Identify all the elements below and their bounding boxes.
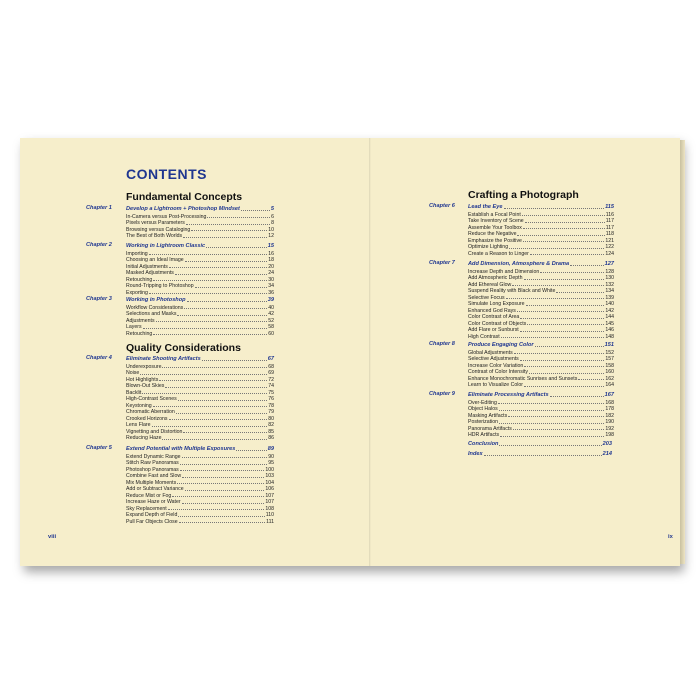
toc-entry-text: Exporting — [126, 289, 148, 296]
toc-entry-page: 160 — [605, 369, 614, 375]
chapter-title-page: 15 — [267, 243, 274, 249]
chapter-body — [468, 341, 614, 388]
toc-entry-page: 82 — [268, 422, 274, 428]
toc-entry-page: 75 — [268, 389, 274, 396]
dot-leader — [570, 265, 604, 266]
toc-entry-page: 164 — [605, 382, 614, 388]
toc-entry-page: 16 — [268, 250, 274, 257]
dot-leader — [529, 373, 604, 374]
dot-leader — [499, 423, 604, 424]
toc-entry-page: 182 — [605, 412, 614, 419]
chapter-title-text: Working in Photoshop — [126, 297, 186, 303]
dot-leader — [156, 321, 268, 322]
dot-leader — [184, 308, 267, 309]
toc-entry-page: 36 — [268, 289, 274, 296]
dot-leader — [182, 503, 265, 504]
toc-entry-text: High Contrast — [468, 333, 500, 340]
dot-leader — [236, 450, 266, 451]
chapter-title-text: Working in Lightroom Classic — [126, 243, 206, 249]
toc-entry-text: Chromatic Aberration — [126, 409, 175, 415]
toc-entry-text: Backlit — [126, 389, 142, 396]
toc-entry-page: 40 — [268, 304, 274, 311]
toc-entry-page: 116 — [605, 211, 614, 218]
toc-entry-text: High-Contrast Scenes — [126, 396, 177, 402]
toc-entry-text: Browsing versus Cataloging — [126, 226, 191, 233]
toc-entry-text: Add Ethereal Glow — [468, 281, 512, 288]
dot-leader — [524, 279, 605, 280]
toc-entry-page: 8 — [271, 220, 274, 226]
toc-entry-page: 24 — [268, 270, 274, 276]
dot-leader — [484, 455, 602, 456]
chapter-title — [126, 445, 274, 452]
dot-leader — [207, 217, 270, 218]
dot-leader — [517, 235, 604, 236]
toc-entry — [126, 233, 274, 240]
toc-entry-page: 103 — [265, 473, 274, 479]
toc-entry-page: 168 — [605, 399, 614, 406]
dot-leader — [183, 237, 267, 238]
toc-entry-page: 80 — [268, 415, 274, 422]
toc-entry-text: HDR Artifacts — [468, 432, 500, 438]
toc-entry-text: Increase Depth and Dimension — [468, 268, 540, 275]
dot-leader — [525, 222, 605, 223]
toc-extra-page: 214 — [602, 451, 612, 457]
toc-entry-text: Selective Adjustments — [468, 356, 519, 362]
dot-leader — [153, 334, 267, 335]
toc-entry-page: 107 — [265, 492, 274, 499]
toc-entry-text: Stitch Raw Panoramas — [126, 460, 179, 466]
toc-entry-text: Enhanced God Rays — [468, 307, 516, 314]
dot-leader — [524, 366, 604, 367]
toc-entry-page: 58 — [268, 324, 274, 330]
toc-entry-page: 34 — [268, 283, 274, 289]
toc-entry — [468, 432, 614, 439]
dot-leader — [499, 410, 605, 411]
dot-leader — [550, 396, 604, 397]
toc-entry-text: Increase Haze or Water — [126, 499, 181, 505]
toc-entry-text: Create a Reason to Linger — [468, 250, 529, 257]
toc-entry-text: Workflow Considerations — [126, 304, 184, 311]
dot-leader — [524, 386, 604, 387]
chapter-label: Chapter 2 — [86, 242, 112, 248]
toc-entry-text: Increase Color Variation — [468, 362, 524, 369]
dot-leader — [527, 324, 604, 325]
toc-entry — [468, 382, 614, 389]
dot-leader — [504, 208, 605, 209]
dot-leader — [535, 346, 604, 347]
dot-leader — [191, 230, 267, 231]
toc-entry-text: Over-Editing — [468, 399, 497, 406]
dot-leader — [175, 274, 267, 275]
chapter-title — [468, 341, 614, 348]
toc-entry-page: 118 — [605, 231, 614, 237]
toc-entry-page: 60 — [268, 330, 274, 337]
toc-entry-text: Keystoning — [126, 402, 152, 409]
toc-entry-text: Photoshop Panoramas — [126, 466, 179, 473]
dot-leader — [153, 280, 267, 281]
toc-entry-page: 132 — [605, 281, 614, 288]
chapter-title-page: 67 — [267, 356, 274, 362]
toc-entry-page: 10 — [268, 226, 274, 233]
dot-leader — [187, 301, 267, 302]
dot-leader — [499, 445, 601, 446]
toc-entry-page: 12 — [268, 233, 274, 239]
toc-entry-page: 157 — [605, 356, 614, 362]
chapter-body — [468, 391, 614, 438]
dot-leader — [517, 311, 604, 312]
dot-leader — [149, 293, 267, 294]
dot-leader — [140, 374, 267, 375]
toc-entry-page: 42 — [268, 311, 274, 317]
dot-leader — [177, 483, 264, 484]
dot-leader — [177, 315, 267, 316]
toc-entry-text: Combine Fast and Slow — [126, 473, 182, 479]
chapter-title-page: 5 — [270, 206, 274, 212]
toc-entry-page: 139 — [605, 294, 614, 301]
toc-entry-text: Color Contrast of Area — [468, 314, 520, 320]
toc-entry-page: 72 — [268, 376, 274, 383]
dot-leader — [241, 210, 270, 211]
toc-entry-page: 100 — [265, 466, 274, 473]
chapter-title — [468, 260, 614, 267]
chapter-title-text: Extend Potential with Multiple Exposures — [126, 446, 236, 452]
dot-leader — [523, 228, 605, 229]
dot-leader — [206, 247, 267, 248]
toc-entry — [468, 250, 614, 257]
dot-leader — [180, 464, 267, 465]
toc-entry-text: Importing — [126, 250, 148, 257]
page-edge — [680, 140, 685, 564]
chapter-body — [126, 355, 274, 441]
toc-entry-text: Retouching — [126, 330, 153, 337]
dot-leader — [162, 439, 267, 440]
toc-entry-page: 130 — [605, 275, 614, 281]
chapter-label: Chapter 4 — [86, 355, 112, 361]
toc-entry-text: Reduce the Negative — [468, 231, 517, 237]
dot-leader — [512, 285, 604, 286]
toc-entry-page: 158 — [605, 362, 614, 369]
chapter-title-page: 167 — [604, 392, 614, 398]
toc-entry-text: Establish a Focal Point — [468, 211, 521, 218]
toc-entry — [126, 518, 274, 525]
chapter-label: Chapter 5 — [86, 445, 112, 451]
toc-entry-page: 78 — [268, 402, 274, 409]
toc-entry-text: Enhance Monochromatic Sunrises and Sunsets — [468, 375, 578, 382]
toc-entry-page: 192 — [605, 425, 614, 432]
toc-entry-page: 117 — [605, 224, 614, 231]
toc-entry — [468, 333, 614, 340]
chapter-body — [126, 242, 274, 296]
dot-leader — [530, 254, 604, 255]
toc-entry — [126, 289, 274, 296]
chapter-title — [126, 205, 274, 212]
section-heading: Quality Considerations — [126, 342, 241, 354]
dot-leader — [142, 393, 267, 394]
toc-entry-text: The Best of Both Worlds — [126, 233, 183, 239]
dot-leader — [520, 360, 605, 361]
dot-leader — [501, 337, 605, 338]
chapter-body — [126, 445, 274, 525]
dot-leader — [520, 318, 604, 319]
toc-entry-text: Blown-Out Skies — [126, 383, 165, 389]
dot-leader — [556, 292, 604, 293]
toc-entry-text: Emphasize the Positive — [468, 237, 522, 244]
dot-leader — [520, 331, 605, 332]
chapter-label: Chapter 6 — [429, 203, 455, 209]
toc-entry-page: 95 — [268, 460, 274, 466]
chapter-label: Chapter 8 — [429, 341, 455, 347]
toc-entry-text: Extend Dynamic Range — [126, 453, 181, 460]
toc-entry-text: Optimize Lighting — [468, 244, 509, 250]
dot-leader — [149, 254, 268, 255]
chapter-title-page: 151 — [604, 342, 614, 348]
section-heading: Crafting a Photograph — [468, 189, 579, 201]
chapter-title — [468, 391, 614, 398]
toc-entry-text: Mix Multiple Moments — [126, 479, 177, 486]
toc-entry-page: 117 — [605, 218, 614, 224]
toc-entry-page: 110 — [265, 512, 274, 518]
toc-entry-page: 106 — [265, 486, 274, 492]
dot-leader — [500, 436, 604, 437]
dot-leader — [182, 477, 264, 478]
folio-right: ix — [668, 534, 673, 540]
toc-entry-page: 90 — [268, 453, 274, 460]
toc-entry-page: 111 — [266, 518, 274, 525]
toc-entry-text: Color Contrast of Objects — [468, 320, 527, 327]
toc-entry-text: Learn to Visualize Color — [468, 382, 523, 388]
toc-entry-page: 128 — [605, 268, 614, 275]
toc-entry-page: 76 — [268, 396, 274, 402]
chapter-label: Chapter 7 — [429, 260, 455, 266]
dot-leader — [578, 379, 604, 380]
toc-entry-text: Crooked Horizons — [126, 415, 168, 422]
toc-entry-text: Masking Artifacts — [468, 412, 508, 419]
toc-entry-page: 30 — [268, 276, 274, 283]
chapter-label: Chapter 3 — [86, 296, 112, 302]
toc-entry-text: Masked Adjustments — [126, 270, 174, 276]
dot-leader — [185, 490, 265, 491]
toc-entry-text: Initial Adjustments — [126, 263, 168, 270]
chapter-body — [126, 205, 274, 239]
toc-extra — [468, 450, 612, 457]
toc-entry-text: Hot Highlights — [126, 376, 159, 383]
toc-entry-page: 148 — [605, 333, 614, 340]
toc-entry-text: Suspend Reality with Black and White — [468, 288, 556, 294]
toc-entry-page: 121 — [605, 237, 614, 244]
toc-entry-text: Lens Flare — [126, 422, 151, 428]
toc-entry-page: 140 — [605, 301, 614, 307]
toc-entry-page: 162 — [605, 375, 614, 382]
toc-entry-page: 108 — [265, 505, 274, 512]
dot-leader — [508, 416, 604, 417]
toc-entry-text: Object Halos — [468, 406, 498, 412]
toc-entry — [126, 435, 274, 442]
toc-entry-text: Simulate Long Exposure — [468, 301, 525, 307]
dot-leader — [159, 380, 267, 381]
chapter-title-page: 115 — [605, 204, 614, 210]
toc-entry-page: 6 — [271, 213, 274, 220]
toc-entry-page: 122 — [605, 244, 614, 250]
toc-entry-page: 142 — [605, 307, 614, 314]
dot-leader — [178, 400, 267, 401]
dot-leader — [498, 403, 605, 404]
toc-entry-page: 107 — [265, 499, 274, 505]
chapter-title-text: Eliminate Processing Artifacts — [468, 392, 549, 398]
toc-entry-page: 152 — [605, 349, 614, 356]
toc-entry-text: Take Inventory of Scene — [468, 218, 524, 224]
toc-entry-page: 124 — [605, 250, 614, 257]
dot-leader — [143, 328, 268, 329]
section-heading: Fundamental Concepts — [126, 191, 243, 203]
dot-leader — [513, 429, 605, 430]
toc-entry-text: Underexposure — [126, 363, 162, 370]
toc-entry-page: 86 — [268, 435, 274, 441]
toc-entry-page: 69 — [268, 370, 274, 376]
toc-entry-text: Panorama Artifacts — [468, 425, 512, 432]
toc-extra-page: 203 — [602, 441, 612, 447]
right-page — [370, 138, 680, 566]
dot-leader — [514, 353, 605, 354]
toc-entry-text: Pull Far Objects Close — [126, 518, 178, 525]
toc-entry-text: Reduce Mist or Fog — [126, 492, 172, 499]
toc-entry-text: Round-Tripping to Photoshop — [126, 283, 194, 289]
toc-entry-page: 68 — [268, 363, 274, 370]
chapter-title-text: Eliminate Shooting Artifacts — [126, 356, 201, 362]
dot-leader — [178, 516, 264, 517]
toc-entry-text: Selective Focus — [468, 294, 505, 301]
dot-leader — [522, 215, 605, 216]
toc-extra-text: Index — [468, 451, 483, 457]
chapter-title-text: Develop a Lightroom + Photoshop Mindset — [126, 206, 240, 212]
dot-leader — [526, 305, 605, 306]
dot-leader — [162, 367, 267, 368]
toc-entry-text: Choosing an Ideal Image — [126, 257, 184, 263]
toc-entry-page: 190 — [605, 419, 614, 425]
toc-entry-text: In-Camera versus Post-Processing — [126, 213, 207, 220]
dot-leader — [176, 413, 267, 414]
toc-entry-page: 134 — [605, 288, 614, 294]
dot-leader — [168, 509, 265, 510]
toc-entry-page: 104 — [265, 479, 274, 486]
dot-leader — [180, 470, 265, 471]
left-page — [20, 138, 370, 566]
dot-leader — [523, 241, 604, 242]
toc-entry-page: 18 — [268, 257, 274, 263]
toc-entry-text: Posterization — [468, 419, 498, 425]
toc-extra-text: Conclusion — [468, 441, 499, 447]
toc-entry-text: Noise — [126, 370, 140, 376]
chapter-title-text: Lead the Eye — [468, 204, 503, 210]
chapter-body — [468, 260, 614, 340]
toc-entry-page: 20 — [268, 263, 274, 270]
dot-leader — [202, 360, 267, 361]
toc-entry-text: Add or Subtract Variance — [126, 486, 184, 492]
chapter-title — [126, 296, 274, 303]
dot-leader — [172, 496, 264, 497]
toc-entry-page: 85 — [268, 428, 274, 435]
dot-leader — [185, 261, 268, 262]
toc-entry-text: Sky Replacement — [126, 505, 167, 512]
chapter-title-text: Add Dimension, Atmosphere & Drama — [468, 261, 570, 267]
toc-entry-text: Global Adjustments — [468, 349, 513, 356]
toc-entry-page: 52 — [268, 317, 274, 324]
dot-leader — [169, 267, 267, 268]
toc-entry-text: Retouching — [126, 276, 153, 283]
dot-leader — [506, 298, 605, 299]
toc-entry-text: Vignetting and Distortion — [126, 428, 183, 435]
toc-entry-page: 74 — [268, 383, 274, 389]
dot-leader — [152, 426, 268, 427]
contents-title: CONTENTS — [126, 166, 207, 182]
chapter-title-page: 89 — [267, 446, 274, 452]
chapter-title-page: 127 — [604, 261, 614, 267]
chapter-label: Chapter 9 — [429, 391, 455, 397]
dot-leader — [195, 287, 268, 288]
toc-entry-text: Add Flare or Sunburst — [468, 327, 519, 333]
dot-leader — [153, 406, 268, 407]
toc-entry-text: Adjustments — [126, 317, 155, 324]
chapter-body — [468, 203, 614, 257]
toc-entry-text: Reducing Haze — [126, 435, 162, 441]
folio-left: viii — [48, 534, 57, 540]
toc-extra — [468, 440, 612, 447]
dot-leader — [179, 522, 266, 523]
toc-entry-page: 178 — [605, 406, 614, 412]
dot-leader — [182, 457, 268, 458]
toc-entry-text: Pixels versus Parameters — [126, 220, 185, 226]
dot-leader — [540, 272, 604, 273]
chapter-title-page: 39 — [267, 297, 274, 303]
chapter-title — [126, 355, 274, 362]
toc-entry-text: Selections and Masks — [126, 311, 177, 317]
toc-entry-text: Layers — [126, 324, 142, 330]
chapter-label: Chapter 1 — [86, 205, 112, 211]
toc-entry-text: Assemble Your Toolbox — [468, 224, 522, 231]
chapter-title — [468, 203, 614, 210]
dot-leader — [183, 432, 267, 433]
chapter-title — [126, 242, 274, 249]
toc-entry-page: 198 — [605, 432, 614, 438]
dot-leader — [165, 387, 267, 388]
toc-entry — [126, 330, 274, 337]
toc-entry-text: Expand Depth of Field — [126, 512, 178, 518]
book-spread — [20, 138, 680, 566]
dot-leader — [509, 248, 604, 249]
dot-leader — [186, 224, 270, 225]
chapter-body — [126, 296, 274, 337]
chapter-title-text: Produce Engaging Color — [468, 342, 534, 348]
dot-leader — [169, 419, 268, 420]
toc-entry-text: Contrast of Color Intensity — [468, 369, 528, 375]
toc-entry-text: Add Atmospheric Depth — [468, 275, 523, 281]
toc-entry-page: 144 — [605, 314, 614, 320]
toc-entry-page: 146 — [605, 327, 614, 333]
toc-entry-page: 79 — [268, 409, 274, 415]
toc-entry-page: 145 — [605, 320, 614, 327]
